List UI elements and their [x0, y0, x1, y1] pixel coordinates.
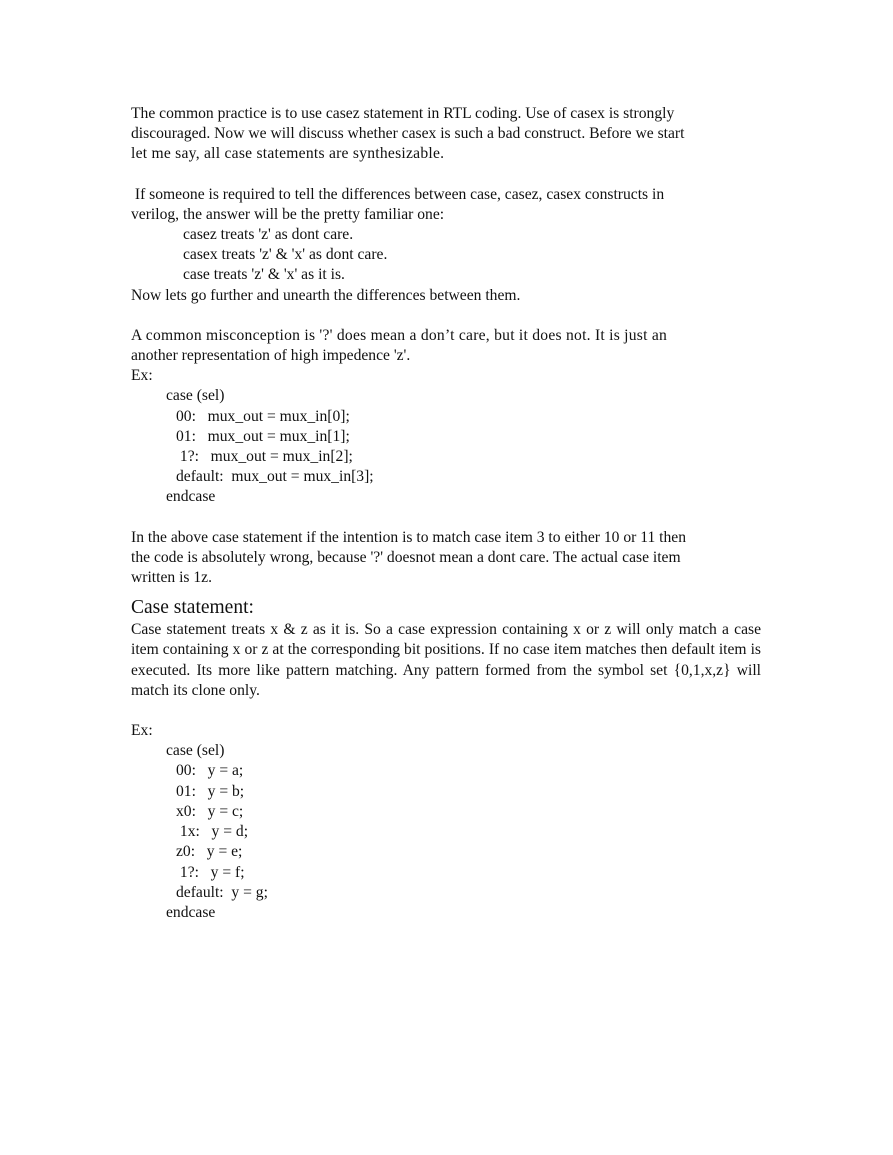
- code-line: 01: mux_out = mux_in[1];: [176, 427, 350, 445]
- misconception-paragraph: [131, 326, 761, 508]
- explanation-line: written is 1z.: [131, 569, 212, 587]
- differences-line: If someone is required to tell the differences between case, casez, casex constructs in: [131, 185, 665, 203]
- code-line: endcase: [166, 903, 216, 921]
- code-line: 1?: y = f;: [176, 863, 245, 881]
- list-item: casez treats 'z' as dont care.: [183, 226, 354, 244]
- differences-closing: Now lets go further and unearth the differences between them.: [131, 286, 521, 304]
- case-section-body: Case statement treats x & z as it is. So a case expression containing x or z will only match a case item containing x or z at the corresponding bit positions. If no case item matches then default item is executed. Its more like pattern matching. Any pattern formed from the symbol set {0,1,x,z} will match its clone only.: [131, 621, 761, 699]
- code-line: case (sel): [166, 742, 225, 760]
- example-label: Ex:: [131, 722, 153, 740]
- intro-line: discouraged. Now we will discuss whether casex is such a bad construct. Before we start: [131, 125, 685, 143]
- section-heading: Case statement:: [131, 597, 254, 619]
- intro-paragraph: [131, 104, 761, 165]
- code-block-mux: [131, 386, 761, 507]
- explanation-line: the code is absolutely wrong, because '?' doesnot mean a dont care. The actual case item: [131, 548, 681, 566]
- code-block-case: [131, 741, 761, 923]
- list-item: case treats 'z' & 'x' as it is.: [183, 266, 345, 284]
- explanation-paragraph: [131, 528, 761, 589]
- example-label: Ex:: [131, 367, 153, 385]
- misconception-line: another representation of high impedence 'z'.: [131, 347, 411, 365]
- code-line: 1x: y = d;: [176, 823, 249, 841]
- code-line: default: mux_out = mux_in[3];: [176, 468, 374, 486]
- differences-list: [131, 225, 761, 286]
- code-line: 01: y = b;: [176, 782, 245, 800]
- differences-paragraph: [131, 185, 761, 306]
- code-line: case (sel): [166, 387, 225, 405]
- code-line: z0: y = e;: [176, 843, 243, 861]
- code-line: 1?: mux_out = mux_in[2];: [176, 448, 353, 466]
- code-line: 00: y = a;: [176, 762, 244, 780]
- document-page: [131, 104, 761, 923]
- code-line: x0: y = c;: [176, 802, 244, 820]
- code-line: endcase: [166, 488, 216, 506]
- code-line: 00: mux_out = mux_in[0];: [176, 407, 350, 425]
- misconception-line: A common misconception is '?' does mean a don’t care, but it does not. It is just an: [131, 326, 668, 344]
- intro-line: The common practice is to use casez statement in RTL coding. Use of casex is strongly: [131, 105, 675, 122]
- code-line: default: y = g;: [176, 883, 268, 901]
- differences-line: verilog, the answer will be the pretty familiar one:: [131, 205, 445, 223]
- explanation-line: In the above case statement if the intention is to match case item 3 to either 10 or 11 then: [131, 528, 686, 546]
- list-item: casex treats 'z' & 'x' as dont care.: [183, 246, 388, 264]
- intro-line: let me say, all case statements are synthesizable.: [131, 145, 445, 163]
